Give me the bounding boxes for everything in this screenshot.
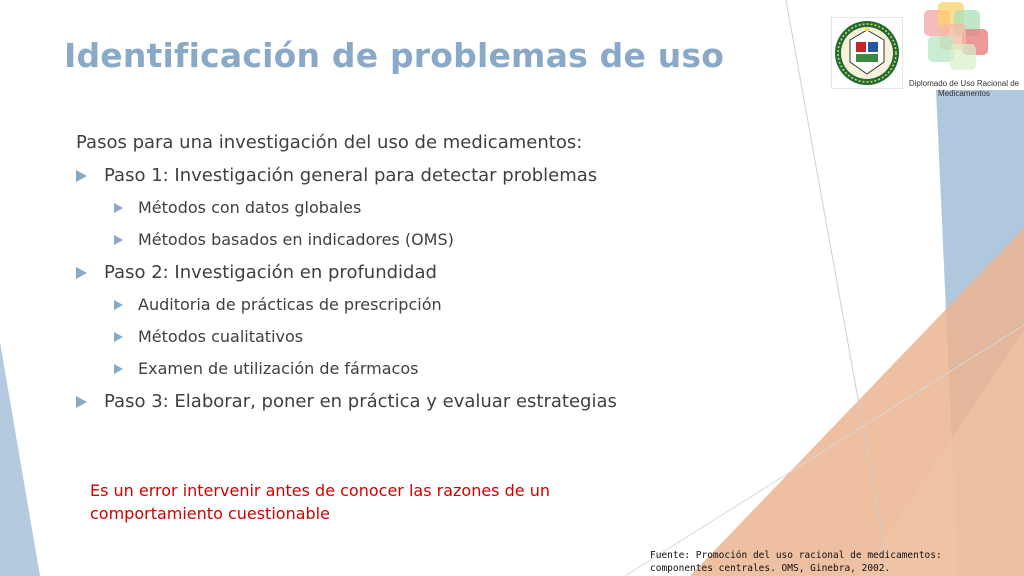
triangle-bullet-icon xyxy=(114,332,123,342)
step-2-sub-3-label: Examen de utilización de fármacos xyxy=(138,359,419,378)
step-2-label: Paso 2: Investigación en profundidad xyxy=(104,262,437,283)
triangle-bullet-icon xyxy=(76,396,87,408)
triangle-bullet-icon xyxy=(114,203,123,213)
overlapping-squares-logo-icon xyxy=(920,2,1000,76)
step-2-sub-2 xyxy=(114,327,696,346)
slide-content xyxy=(76,132,696,424)
triangle-bullet-icon xyxy=(114,300,123,310)
step-2 xyxy=(76,262,696,283)
slide-title: Identificación de problemas de uso xyxy=(64,36,725,75)
step-3-label: Paso 3: Elaborar, poner en práctica y evaluar estrategias xyxy=(104,391,617,412)
step-1-sub-1-label: Métodos con datos globales xyxy=(138,198,362,217)
step-2-sub-1-label: Auditoria de prácticas de prescripción xyxy=(138,295,442,314)
step-1-label: Paso 1: Investigación general para detectar problemas xyxy=(104,165,598,186)
intro-text: Pasos para una investigación del uso de medicamentos: xyxy=(76,132,583,153)
warning-note: Es un error intervenir antes de conocer las razones de un comportamiento cuestionable xyxy=(90,481,550,523)
triangle-bullet-icon xyxy=(114,364,123,374)
triangle-bullet-icon xyxy=(76,267,87,279)
step-2-sub-1 xyxy=(114,295,696,314)
source-citation: Fuente: Promoción del uso racional de medicamentos: componentes centrales. OMS, Ginebra, 2002. xyxy=(650,550,942,574)
university-seal-icon xyxy=(831,17,903,89)
step-1 xyxy=(76,165,696,186)
triangle-bullet-icon xyxy=(114,235,123,245)
step-1-sub-1 xyxy=(114,198,696,217)
step-2-sub-2-label: Métodos cualitativos xyxy=(138,327,304,346)
step-2-sub-3 xyxy=(114,359,696,378)
step-1-sub-2-label: Métodos basados en indicadores (OMS) xyxy=(138,230,454,249)
left-blue-triangle xyxy=(0,342,40,576)
step-1-sub-2 xyxy=(114,230,696,249)
step-3 xyxy=(76,391,696,412)
triangle-bullet-icon xyxy=(76,170,87,182)
diploma-caption: Diplomado de Uso Racional de Medicamentos xyxy=(908,79,1020,98)
